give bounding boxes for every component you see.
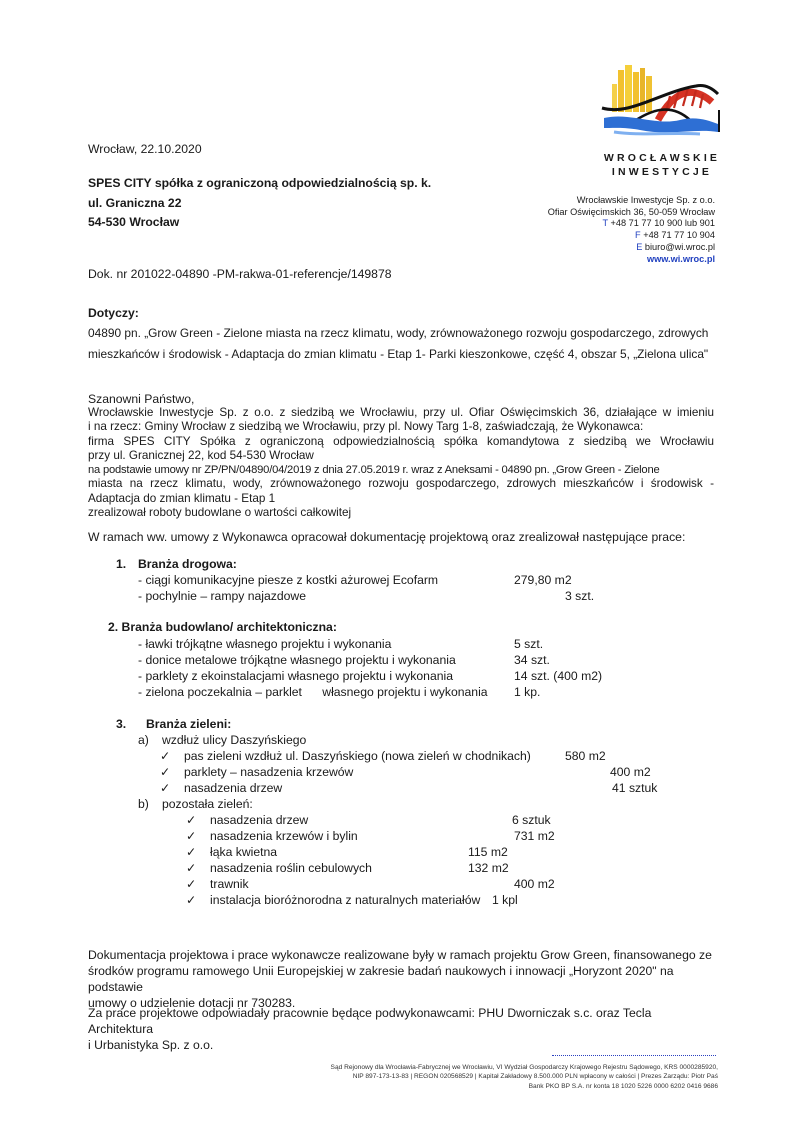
section2-item-label: - parklety z ekoinstalacjami własnego projektu i wykonania: [138, 669, 453, 683]
check-icon: ✓: [186, 861, 197, 875]
body-line: przy ul. Granicznej 22, kod 54-530 Wrocław: [88, 448, 314, 462]
closing-paragraph-funding: [88, 947, 714, 1011]
section2-item-label: - zielona poczekalnia – parklet własnego projektu i wykonania: [138, 685, 488, 699]
section3a-item-label: pas zieleni wzdłuż ul. Daszyńskiego (nowa zieleń w chodnikach): [184, 749, 531, 763]
place-date: Wrocław, 22.10.2020: [88, 142, 202, 156]
section2-item-label: - donice metalowe trójkątne własnego projektu i wykonania: [138, 653, 456, 667]
section2-item-label: - ławki trójkątne własnego projektu i wykonania: [138, 637, 392, 651]
sender-name: Wrocławskie Inwestycje Sp. z o.o.: [576, 195, 715, 205]
check-icon: ✓: [186, 829, 197, 843]
section2-item-value: 14 szt. (400 m2): [514, 669, 603, 683]
sender-fax-row: [548, 230, 715, 242]
footer-line: Bank PKO BP S.A. nr konta 18 1020 5226 0000 6202 0416 9686: [528, 1082, 718, 1090]
section3-title: Branża zieleni:: [146, 717, 232, 731]
footer-legal: [331, 1063, 718, 1091]
section2-item-value: 1 kp.: [514, 685, 541, 699]
closing-line: środków programu ramowego Unii Europejskiej w zakresie badań naukowych i innowacji „Horyzont 2020" na podstawie: [88, 964, 674, 994]
section3b-item-label: łąka kwietna: [210, 845, 278, 859]
phone-label: T: [602, 218, 608, 229]
section3b-item-label: nasadzenia krzewów i bylin: [210, 829, 358, 843]
section3b-item-value: 132 m2: [468, 861, 509, 875]
section3b-item-value: 115 m2: [468, 845, 508, 859]
section3b-item-label: nasadzenia roślin cebulowych: [210, 861, 372, 875]
check-icon: ✓: [160, 781, 171, 795]
sender-block: [548, 195, 715, 265]
sender-fax: +48 71 77 10 904: [643, 230, 715, 241]
works-intro: W ramach ww. umowy z Wykonawca opracował dokumentację projektową oraz zrealizował następujące prace:: [88, 530, 686, 544]
section3a-title: wzdłuż ulicy Daszyńskiego: [162, 733, 307, 747]
section3b-item-label: instalacja bioróżnorodna z naturalnych materiałów: [210, 893, 481, 907]
check-icon: ✓: [186, 845, 197, 859]
document-reference: Dok. nr 201022-04890 -PM-rakwa-01-referencje/149878: [88, 267, 392, 281]
section2-item-value: 34 szt.: [514, 653, 550, 667]
section1-title: Branża drogowa:: [138, 557, 237, 571]
section1-item-value: 279,80 m2: [514, 573, 572, 587]
recipient-line1: SPES CITY spółka z ograniczoną odpowiedzialnością sp. k.: [88, 176, 432, 190]
section2-item-value: 5 szt.: [514, 637, 544, 651]
brand-name-line1: WROCŁAWSKIE: [603, 152, 721, 164]
section3a-item-value: 41 sztuk: [612, 781, 658, 795]
section3b-item-value: 6 sztuk: [512, 813, 551, 827]
body-line: Wrocławskie Inwestycje Sp. z o.o. z siedzibą we Wrocławiu, przy ul. Ofiar Oświęcimskich 36, działające w imieniu: [88, 406, 714, 419]
closing-line: umowy o udzielenie dotacji nr 730283.: [88, 996, 296, 1010]
brand-name-line2: INWESTYCJE: [611, 166, 713, 178]
sender-phone: +48 71 77 10 900 lub 901: [610, 218, 715, 229]
recipient-line3: 54-530 Wrocław: [88, 215, 180, 229]
section1-item-label: - pochylnie – rampy najazdowe: [138, 589, 307, 603]
section3a-item-label: parklety – nasadzenia krzewów: [184, 765, 354, 779]
section1-item-label: - ciągi komunikacyjne piesze z kostki ażurowej Ecofarm: [138, 573, 439, 587]
sender-address: Ofiar Oświęcimskich 36, 50-059 Wrocław: [547, 206, 715, 217]
section3-number: 3.: [116, 717, 127, 731]
footer-line: NIP 897-173-13-83 | REGON 020568529 | Kapitał Zakładowy 8.500.000 PLN wpłacony w całości | Prezes Zarządu: Piotr Paś: [352, 1073, 718, 1081]
sender-email: biuro@wi.wroc.pl: [644, 241, 715, 252]
salutation: Szanowni Państwo,: [88, 392, 195, 406]
closing-line: i Urbanistyka Sp. z o.o.: [88, 1038, 214, 1052]
section3b-item-label: trawnik: [210, 877, 249, 891]
section3b-item-value: 400 m2: [514, 877, 555, 891]
body-line: i na rzecz: Gminy Wrocław z siedzibą we Wrocławiu, przy pl. Nowy Targ 1-8, zaświadczają, że Wykonawca:: [88, 420, 644, 434]
subject-line1: 04890 pn. „Grow Green - Zielone miasta na rzecz klimatu, wody, zrównoważonego rozwoju gospodarczego, zdrowych: [88, 326, 709, 340]
section3a-item-value: 400 m2: [610, 765, 651, 779]
section2-title: 2. Branża budowlano/ architektoniczna:: [108, 620, 337, 634]
fax-label: F: [635, 230, 641, 241]
section1-number: 1.: [116, 557, 127, 571]
section3a-marker: a): [138, 733, 149, 747]
section3a-item-value: 580 m2: [565, 749, 606, 763]
recipient-line2: ul. Graniczna 22: [88, 196, 182, 210]
body-paragraph: [88, 406, 714, 520]
closing-line: Za prace projektowe odpowiadały pracownie będące podwykonawcami: PHU Dworniczak s.c. oraz Tecla Architektura: [88, 1006, 652, 1036]
sender-email-row: [548, 242, 715, 254]
sender-phone-row: [548, 218, 715, 230]
check-icon: ✓: [186, 877, 197, 891]
bridge-logo-icon: [600, 62, 725, 142]
subject-line2: mieszkańców i środowisk - Adaptacja do zmian klimatu - Etap 1- Parki kieszonkowe, część 4, obszar 5, „Zielona ulica": [88, 347, 709, 361]
section1-item-value: 3 szt.: [565, 589, 595, 603]
check-icon: ✓: [186, 813, 197, 827]
section3a-item-label: nasadzenia drzew: [184, 781, 283, 795]
section3b-item-value: 1 kpl: [492, 893, 518, 907]
email-label: E: [636, 241, 643, 252]
closing-paragraph-subcontractors: [88, 1005, 714, 1053]
section3b-marker: b): [138, 797, 149, 811]
closing-line: Dokumentacja projektowa i prace wykonawcze realizowane były w ramach projektu Grow Green, finansowanego ze: [88, 948, 712, 962]
subject-heading: Dotyczy:: [88, 306, 139, 320]
footer-divider: [552, 1055, 716, 1056]
body-line: firma SPES CITY Spółka z ograniczoną odpowiedzialnością spółka komandytowa z siedzibą we Wrocławiu: [88, 434, 714, 448]
check-icon: ✓: [160, 765, 171, 779]
section3b-item-value: 731 m2: [514, 829, 555, 843]
section3b-item-label: nasadzenia drzew: [210, 813, 309, 827]
check-icon: ✓: [160, 749, 171, 763]
sender-website[interactable]: www.wi.wroc.pl: [646, 253, 715, 264]
section3b-title: pozostała zieleń:: [162, 797, 253, 811]
footer-line: Sąd Rejonowy dla Wrocławia-Fabrycznej we Wrocławiu, VI Wydział Gospodarczy Krajowego Rejestru Sądowego, KRS 0000285920,: [330, 1064, 718, 1071]
check-icon: ✓: [186, 893, 197, 907]
body-line: Adaptacja do zmian klimatu - Etap 1: [88, 491, 276, 505]
body-line: zrealizował roboty budowlane o wartości całkowitej: [88, 506, 352, 520]
company-logo: [600, 62, 725, 142]
body-line: na podstawie umowy nr ZP/PN/04890/04/2019 z dnia 27.05.2019 r. wraz z Aneksami - 04890 pn. „Grow Green - Zielone: [88, 464, 660, 477]
body-line: miasta na rzecz klimatu, wody, zrównoważonego rozwoju gospodarczego, zdrowych mieszkańców i środowisk -: [88, 477, 714, 491]
